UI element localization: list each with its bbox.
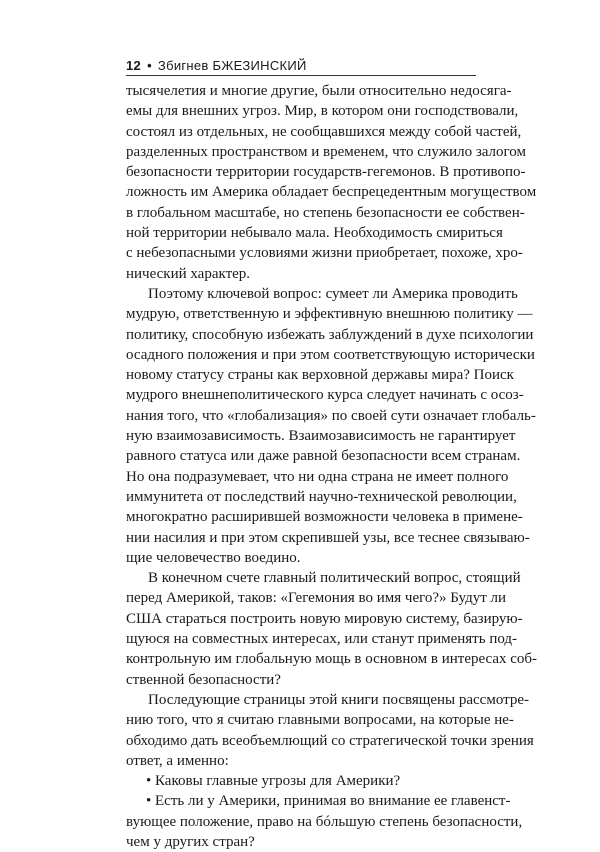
text-line: перед Америкой, таков: «Гегемония во имя чего?» Будут ли: [126, 590, 507, 607]
text-line: политику, способную избежать заблуждений в духе психологии: [126, 326, 534, 343]
text-line: многократно расширившей возможности человека в примене-: [126, 509, 523, 526]
text-line: ответ, а именно:: [126, 752, 229, 769]
body-text: [126, 81, 538, 852]
text-line: ной территории небывало мала. Необходимость смириться: [126, 225, 503, 242]
text-line: США стараться построить новую мировую систему, базирую-: [126, 610, 523, 627]
text-line: в глобальном масштабе, но степень безопасности ее собствен-: [126, 204, 525, 221]
running-title: Збигнев БЖЕЗИНСКИЙ: [157, 58, 307, 73]
text-line: нический характер.: [126, 265, 251, 282]
paragraph-start-line: В конечном счете главный политический вопрос, стоящий: [148, 570, 521, 587]
text-line: чем у других стран?: [126, 833, 255, 850]
text-line: нания того, что «глобализация» по своей сути означает глобаль-: [126, 407, 536, 424]
text-line: обходимо дать всеобъемлющий со стратегической точки зрения: [126, 732, 534, 749]
text-line: емы для внешних угроз. Мир, в котором они господствовали,: [126, 103, 519, 120]
bullet-item: • Есть ли у Америки, принимая во внимание ее главенст-: [146, 793, 511, 810]
text-line: мудрого внешнеполитического курса следует начинать с осоз-: [126, 387, 524, 404]
page-number: 12: [126, 58, 142, 73]
text-line: Но она подразумевает, что ни одна страна не имеет полного: [126, 468, 509, 485]
text-line: ственной безопасности?: [126, 671, 281, 688]
running-head: [126, 58, 307, 73]
text-line: вующее положение, право на бóльшую степень безопасности,: [126, 813, 523, 830]
text-line: безопасности территории государств-гегемонов. В противопо-: [126, 164, 526, 181]
header-rule: [126, 75, 476, 76]
text-line: состоял из отдельных, не сообщавшихся между собой частей,: [126, 123, 522, 140]
text-line: с небезопасными условиями жизни приобретает, похоже, хро-: [126, 245, 523, 262]
text-line: тысячелетия и многие другие, были относительно недосяга-: [126, 83, 512, 99]
text-line: иммунитета от последствий научно-технической революции,: [126, 488, 517, 505]
text-line: контрольную им глобальную мощь в основном в интересах соб-: [126, 651, 538, 668]
text-line: новому статусу страны как верховной державы мира? Поиск: [126, 367, 514, 384]
separator-dot: •: [147, 58, 152, 73]
bullet-item: • Каковы главные угрозы для Америки?: [146, 773, 401, 790]
text-line: щуюся на совместных интересах, или станут применять под-: [126, 631, 518, 648]
text-line: ную взаимозависимость. Взаимозависимость не гарантирует: [126, 428, 516, 445]
paragraph-start-line: Последующие страницы этой книги посвящены рассмотре-: [148, 691, 530, 708]
text-line: щие человечество воедино.: [126, 549, 301, 566]
text-line: нию того, что я считаю главными вопросами, на которые не-: [126, 712, 514, 729]
paragraph-start-line: Поэтому ключевой вопрос: сумеет ли Америка проводить: [148, 285, 518, 302]
text-line: равного статуса или даже равной безопасности всем странам.: [126, 448, 521, 465]
text-line: мудрую, ответственную и эффективную внешнюю политику —: [126, 306, 533, 323]
text-line: ложность им Америка обладает беспрецедентным могуществом: [126, 184, 537, 201]
text-line: разделенных пространством и временем, что служило залогом: [126, 143, 527, 160]
text-line: осадного положения и при этом соответствующую исторически: [126, 346, 535, 363]
text-line: нии насилия и при этом скрепившей узы, все теснее связываю-: [126, 529, 530, 546]
